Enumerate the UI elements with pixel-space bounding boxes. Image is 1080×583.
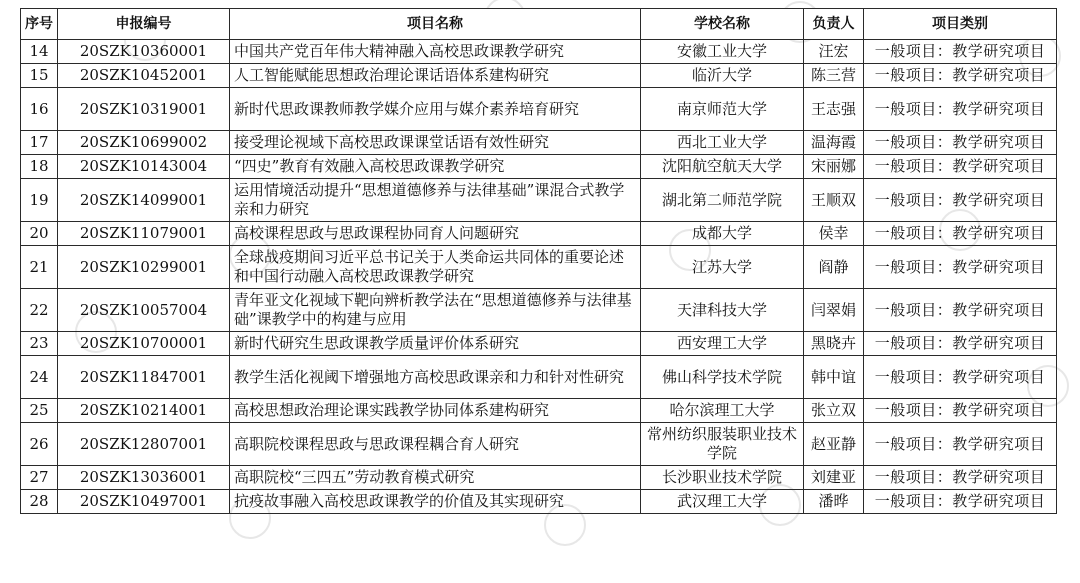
row-project-name: 高职院校“三四五”劳动教育模式研究 [230, 466, 641, 490]
row-project-type: 一般项目：教学研究项目 [864, 179, 1057, 222]
row-school-name: 西北工业大学 [641, 131, 804, 155]
row-application-code: 20SZK10214001 [58, 399, 230, 423]
row-school-name: 佛山科学技术学院 [641, 356, 804, 399]
row-project-type: 一般项目：教学研究项目 [864, 356, 1057, 399]
row-leader: 阎静 [804, 246, 864, 289]
row-leader: 黑晓卉 [804, 332, 864, 356]
row-application-code: 20SZK10699002 [58, 131, 230, 155]
row-index: 25 [21, 399, 58, 423]
row-index: 24 [21, 356, 58, 399]
row-school-name: 武汉理工大学 [641, 490, 804, 514]
header-project-name: 项目名称 [230, 9, 641, 40]
row-school-name: 常州纺织服装职业技术学院 [641, 423, 804, 466]
row-application-code: 20SZK10700001 [58, 332, 230, 356]
row-index: 18 [21, 155, 58, 179]
row-project-name: 高校课程思政与思政课程协同育人问题研究 [230, 222, 641, 246]
row-project-type: 一般项目：教学研究项目 [864, 332, 1057, 356]
row-leader: 王志强 [804, 88, 864, 131]
row-school-name: 天津科技大学 [641, 289, 804, 332]
header-application-code: 申报编号 [58, 9, 230, 40]
table-row [21, 222, 1057, 246]
row-project-type: 一般项目：教学研究项目 [864, 88, 1057, 131]
row-project-type: 一般项目：教学研究项目 [864, 246, 1057, 289]
row-index: 20 [21, 222, 58, 246]
row-application-code: 20SZK14099001 [58, 179, 230, 222]
row-project-type: 一般项目：教学研究项目 [864, 423, 1057, 466]
table-row [21, 246, 1057, 289]
row-school-name: 安徽工业大学 [641, 40, 804, 64]
row-application-code: 20SZK11079001 [58, 222, 230, 246]
row-index: 26 [21, 423, 58, 466]
row-index: 15 [21, 64, 58, 88]
header-school-name: 学校名称 [641, 9, 804, 40]
row-leader: 陈三营 [804, 64, 864, 88]
table-row [21, 356, 1057, 399]
row-index: 16 [21, 88, 58, 131]
table-row [21, 466, 1057, 490]
row-leader: 温海霞 [804, 131, 864, 155]
row-project-type: 一般项目：教学研究项目 [864, 222, 1057, 246]
row-project-name: 接受理论视域下高校思政课课堂话语有效性研究 [230, 131, 641, 155]
row-leader: 张立双 [804, 399, 864, 423]
header-index: 序号 [21, 9, 58, 40]
header-leader: 负责人 [804, 9, 864, 40]
row-index: 22 [21, 289, 58, 332]
row-index: 28 [21, 490, 58, 514]
row-leader: 侯幸 [804, 222, 864, 246]
row-index: 17 [21, 131, 58, 155]
row-project-name: 高职院校课程思政与思政课程耦合育人研究 [230, 423, 641, 466]
row-school-name: 成都大学 [641, 222, 804, 246]
row-project-name: “四史”教育有效融入高校思政课教学研究 [230, 155, 641, 179]
row-application-code: 20SZK10360001 [58, 40, 230, 64]
row-project-name: 全球战疫期间习近平总书记关于人类命运共同体的重要论述和中国行动融入高校思政课教学研究 [230, 246, 641, 289]
row-application-code: 20SZK10057004 [58, 289, 230, 332]
row-project-name: 运用情境活动提升“思想道德修养与法律基础”课混合式教学亲和力研究 [230, 179, 641, 222]
row-project-name: 人工智能赋能思想政治理论课话语体系建构研究 [230, 64, 641, 88]
row-project-name: 新时代研究生思政课教学质量评价体系研究 [230, 332, 641, 356]
row-school-name: 哈尔滨理工大学 [641, 399, 804, 423]
row-project-name: 高校思想政治理论课实践教学协同体系建构研究 [230, 399, 641, 423]
table-row [21, 423, 1057, 466]
row-index: 19 [21, 179, 58, 222]
table-row [21, 155, 1057, 179]
row-project-type: 一般项目：教学研究项目 [864, 466, 1057, 490]
project-table [20, 8, 1057, 514]
row-leader: 汪宏 [804, 40, 864, 64]
table-row [21, 40, 1057, 64]
row-project-name: 中国共产党百年伟大精神融入高校思政课教学研究 [230, 40, 641, 64]
row-application-code: 20SZK10497001 [58, 490, 230, 514]
row-leader: 赵亚静 [804, 423, 864, 466]
row-project-name: 抗疫故事融入高校思政课教学的价值及其实现研究 [230, 490, 641, 514]
row-school-name: 西安理工大学 [641, 332, 804, 356]
row-project-type: 一般项目：教学研究项目 [864, 40, 1057, 64]
row-leader: 潘晔 [804, 490, 864, 514]
table-row [21, 64, 1057, 88]
row-school-name: 临沂大学 [641, 64, 804, 88]
row-project-type: 一般项目：教学研究项目 [864, 289, 1057, 332]
header-project-type: 项目类别 [864, 9, 1057, 40]
row-application-code: 20SZK10452001 [58, 64, 230, 88]
row-application-code: 20SZK13036001 [58, 466, 230, 490]
row-leader: 刘建亚 [804, 466, 864, 490]
table-row [21, 179, 1057, 222]
table-row [21, 490, 1057, 514]
row-project-name: 教学生活化视阈下增强地方高校思政课亲和力和针对性研究 [230, 356, 641, 399]
row-application-code: 20SZK10143004 [58, 155, 230, 179]
row-index: 21 [21, 246, 58, 289]
table-row [21, 289, 1057, 332]
table-row [21, 332, 1057, 356]
row-leader: 韩中谊 [804, 356, 864, 399]
row-school-name: 长沙职业技术学院 [641, 466, 804, 490]
table-row [21, 131, 1057, 155]
row-index: 23 [21, 332, 58, 356]
row-project-type: 一般项目：教学研究项目 [864, 131, 1057, 155]
row-project-type: 一般项目：教学研究项目 [864, 490, 1057, 514]
row-index: 14 [21, 40, 58, 64]
row-project-name: 新时代思政课教师教学媒介应用与媒介素养培育研究 [230, 88, 641, 131]
row-school-name: 湖北第二师范学院 [641, 179, 804, 222]
row-application-code: 20SZK10319001 [58, 88, 230, 131]
table-header-row [21, 9, 1057, 40]
row-school-name: 江苏大学 [641, 246, 804, 289]
row-leader: 宋丽娜 [804, 155, 864, 179]
row-application-code: 20SZK11847001 [58, 356, 230, 399]
table-row [21, 88, 1057, 131]
row-leader: 王顺双 [804, 179, 864, 222]
row-school-name: 沈阳航空航天大学 [641, 155, 804, 179]
row-application-code: 20SZK12807001 [58, 423, 230, 466]
table-row [21, 399, 1057, 423]
row-project-type: 一般项目：教学研究项目 [864, 155, 1057, 179]
row-project-type: 一般项目：教学研究项目 [864, 64, 1057, 88]
row-school-name: 南京师范大学 [641, 88, 804, 131]
row-leader: 闫翠娟 [804, 289, 864, 332]
row-index: 27 [21, 466, 58, 490]
row-application-code: 20SZK10299001 [58, 246, 230, 289]
row-project-type: 一般项目：教学研究项目 [864, 399, 1057, 423]
row-project-name: 青年亚文化视域下靶向辨析教学法在“思想道德修养与法律基础”课教学中的构建与应用 [230, 289, 641, 332]
